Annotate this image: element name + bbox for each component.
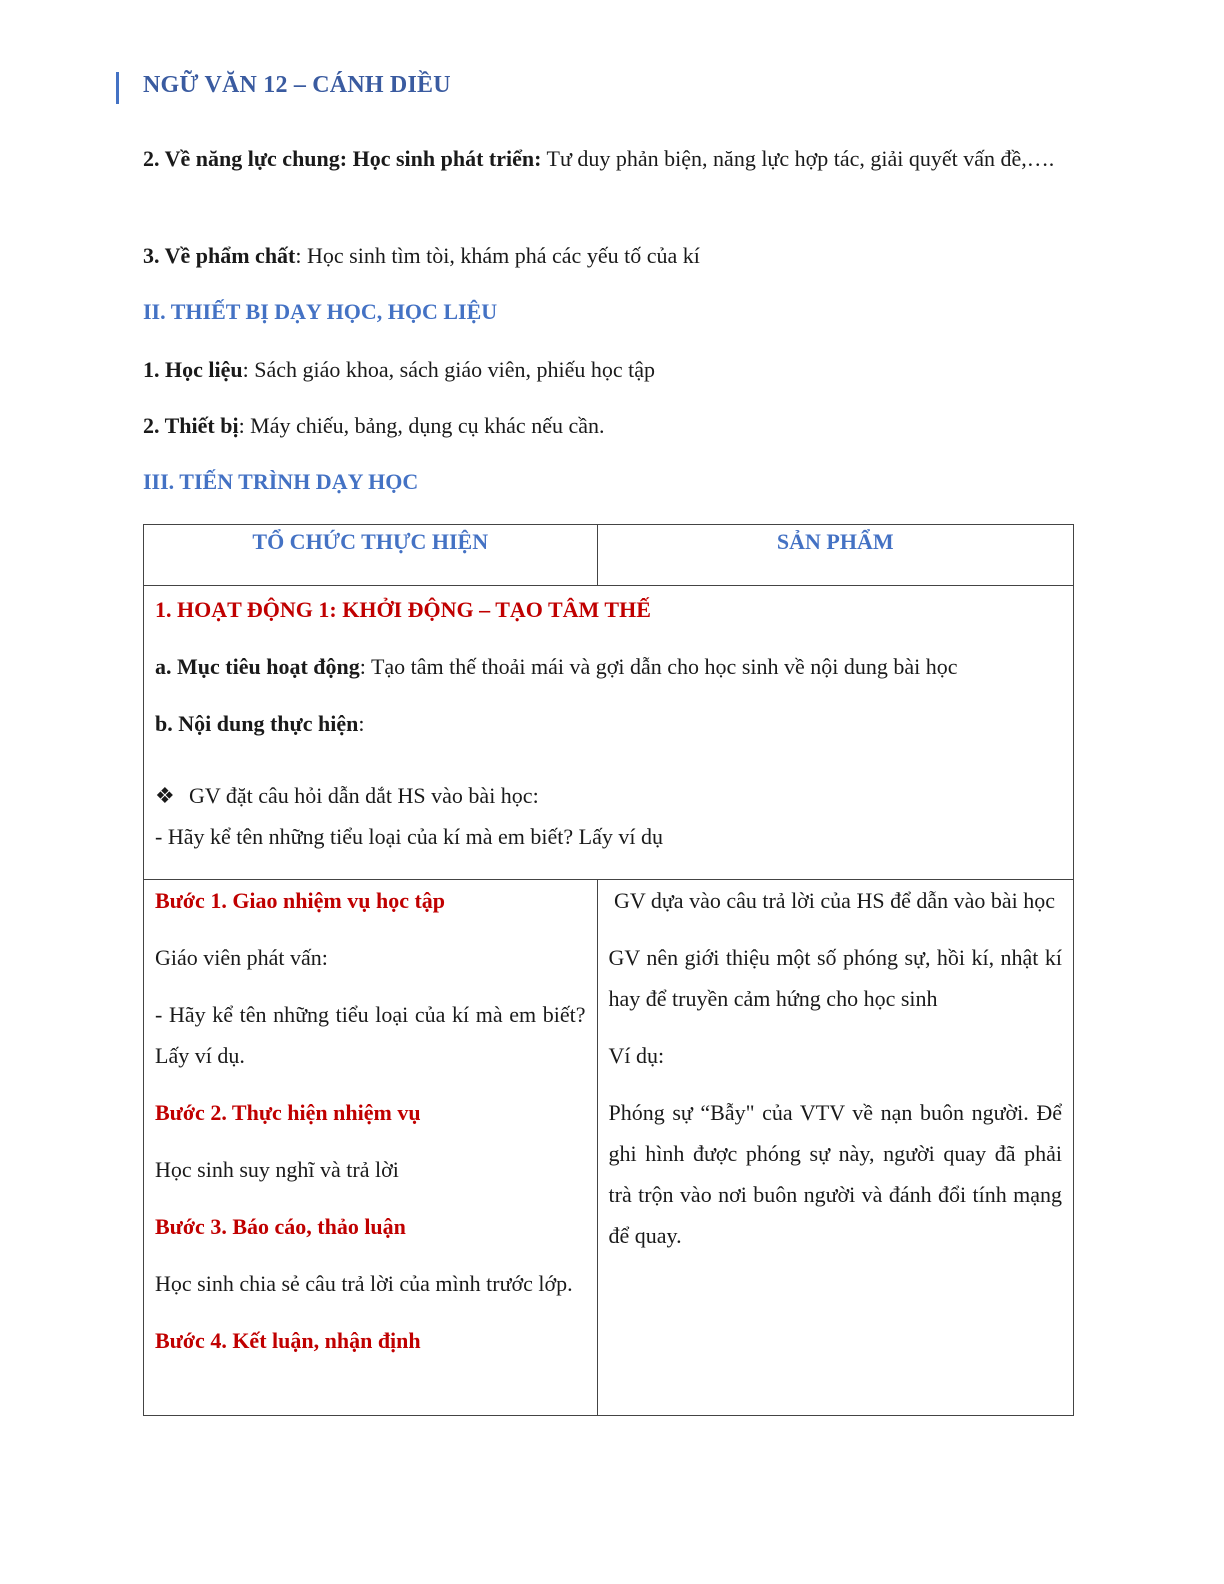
spacer — [155, 1076, 586, 1092]
step3-title: Bước 3. Báo cáo, thảo luận — [155, 1214, 406, 1239]
lesson-table — [143, 524, 1074, 1416]
paragraph-text: : Học sinh tìm tòi, khám phá các yếu tố của kí — [295, 243, 700, 268]
product-example-text: Phóng sự “Bẫy" của VTV về nạn buôn người. Để ghi hình được phóng sự này, người quay đã phải trà trộn vào nơi buôn người và đánh đổi tính mạng để quay. — [608, 1100, 1062, 1248]
paragraph-devices — [143, 405, 1078, 446]
step3-text: Học sinh chia sẻ câu trả lời của mình trước lớp. — [155, 1271, 573, 1296]
column-header-organization: TỔ CHỨC THỰC HIỆN — [144, 525, 598, 586]
column-header-product: SẢN PHẨM — [597, 525, 1074, 586]
activity-title: 1. HOẠT ĐỘNG 1: KHỞI ĐỘNG – TẠO TÂM THẾ — [155, 597, 651, 622]
section-heading-equipment: II. THIẾT BỊ DẠY HỌC, HỌC LIỆU — [143, 299, 498, 324]
diamond-bullet-icon: ❖ — [155, 783, 175, 808]
paragraph-label: 3. Về phẩm chất — [143, 243, 296, 268]
step2-text: Học sinh suy nghĩ và trả lời — [155, 1157, 399, 1182]
spacer — [155, 630, 1062, 646]
table-header-row — [144, 525, 1074, 586]
spacer — [155, 1304, 586, 1320]
goal-label: a. Mục tiêu hoạt động — [155, 654, 360, 679]
spacer — [609, 1019, 1063, 1035]
header-accent-bar — [116, 72, 119, 104]
paragraph-label: 2. Thiết bị — [143, 413, 239, 438]
step1-text: Giáo viên phát vấn: — [155, 945, 328, 970]
paragraph-text: : Sách giáo khoa, sách giáo viên, phiếu học tập — [242, 357, 655, 382]
bullet-text: GV đặt câu hỏi dẫn dắt HS vào bài học: — [189, 783, 539, 808]
steps-cell — [144, 880, 598, 1416]
spacer — [155, 687, 1062, 703]
step1-title: Bước 1. Giao nhiệm vụ học tập — [155, 888, 446, 913]
spacer — [155, 744, 1062, 775]
bullet-item — [155, 775, 1062, 816]
spacer — [155, 921, 586, 937]
step2-title: Bước 2. Thực hiện nhiệm vụ — [155, 1100, 421, 1125]
spacer — [155, 978, 586, 994]
step1-question: - Hãy kể tên những tiểu loại của kí mà em biết? Lấy ví dụ. — [155, 1002, 586, 1068]
content-colon: : — [358, 711, 365, 736]
step4-title: Bước 4. Kết luận, nhận định — [155, 1328, 421, 1353]
paragraph-label: 1. Học liệu — [143, 357, 243, 382]
paragraph-materials — [143, 349, 1078, 390]
product-suggestion: GV nên giới thiệu một số phóng sự, hồi kí, nhật kí hay để truyền cảm hứng cho học sinh — [608, 945, 1062, 1011]
paragraph-label: 2. Về năng lực chung: Học sinh phát triển: — [143, 146, 542, 171]
product-example-label: Ví dụ: — [608, 1043, 665, 1068]
steps-row — [144, 880, 1074, 1416]
activity-row — [144, 586, 1074, 880]
section-heading-process: III. TIẾN TRÌNH DẠY HỌC — [143, 469, 419, 494]
spacer — [155, 1133, 586, 1149]
spacer — [609, 1076, 1063, 1092]
spacer — [155, 1247, 586, 1263]
paragraph-general-competence — [143, 138, 1078, 179]
page-header-title: NGỮ VĂN 12 – CÁNH DIỀU — [143, 72, 451, 98]
spacer — [155, 1190, 586, 1206]
guiding-question: - Hãy kể tên những tiểu loại của kí mà em biết? Lấy ví dụ — [155, 824, 663, 849]
goal-text: : Tạo tâm thế thoải mái và gợi dẫn cho học sinh về nội dung bài học — [359, 654, 958, 679]
product-intro: GV dựa vào câu trả lời của HS để dẫn vào bài học — [608, 888, 1056, 913]
product-cell — [597, 880, 1074, 1416]
paragraph-text: : Máy chiếu, bảng, dụng cụ khác nếu cần. — [238, 413, 605, 438]
content-label: b. Nội dung thực hiện — [155, 711, 359, 736]
activity-goal — [155, 646, 1062, 687]
paragraph-text: Tư duy phản biện, năng lực hợp tác, giải quyết vấn đề,…. — [541, 146, 1055, 171]
activity-content — [155, 703, 1062, 744]
paragraph-qualities — [143, 235, 1078, 276]
activity-cell — [144, 586, 1074, 880]
spacer — [609, 921, 1063, 937]
